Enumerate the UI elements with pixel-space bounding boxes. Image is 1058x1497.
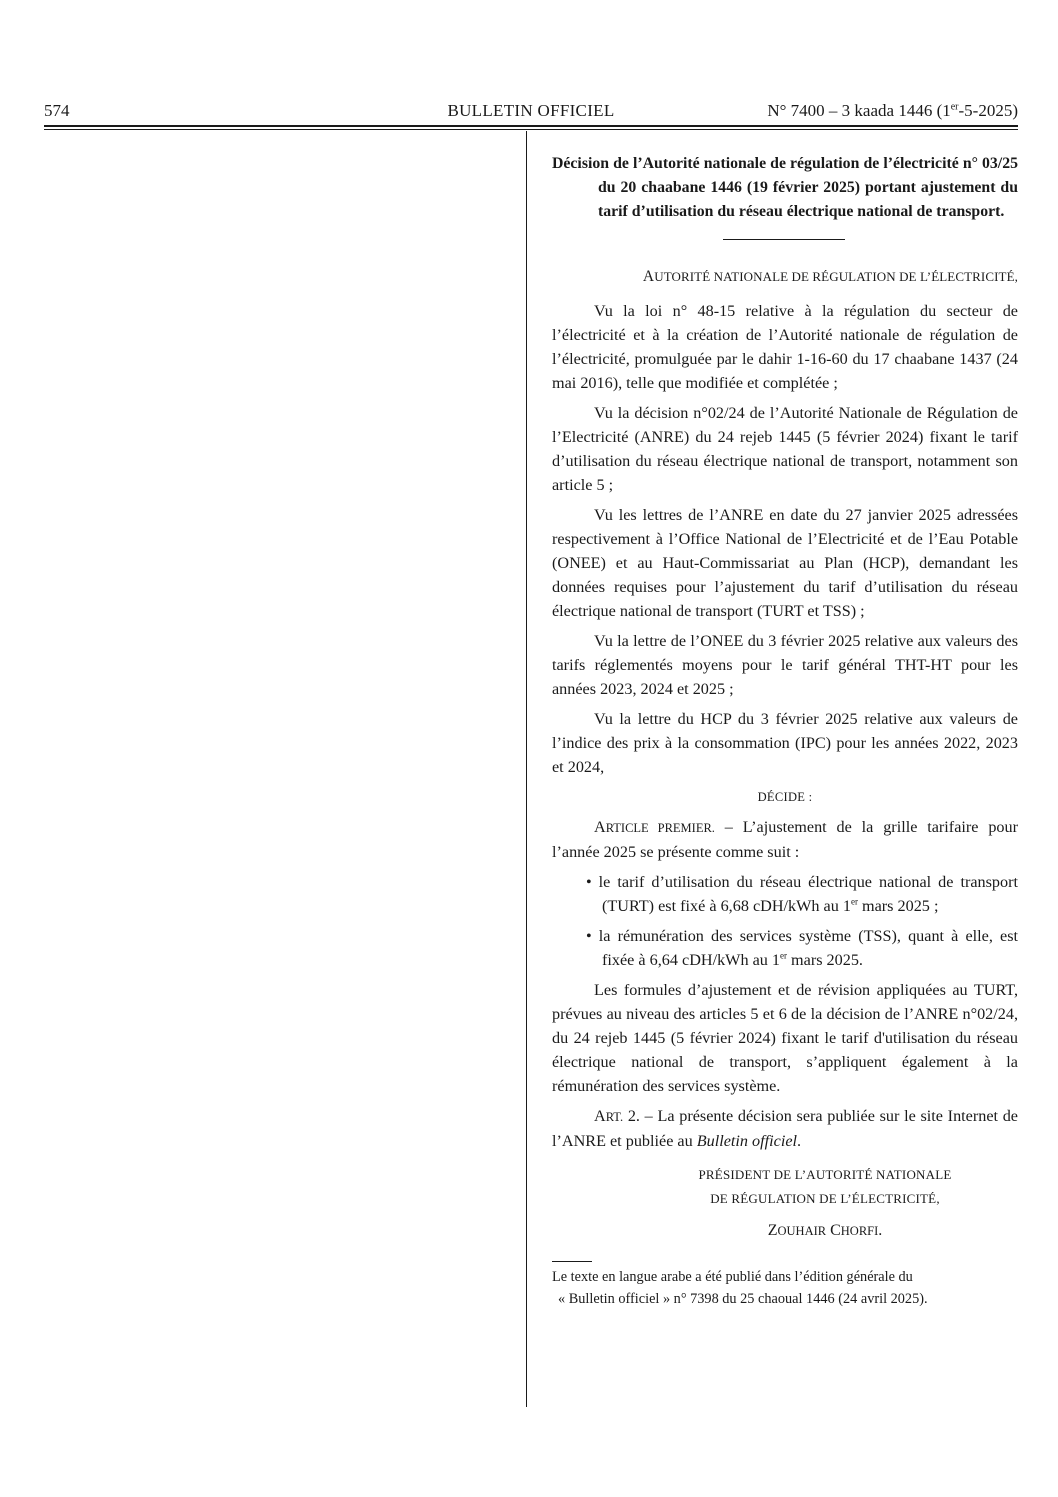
consideration: Vu la lettre de l’ONEE du 3 février 2025 relative aux valeurs des tarifs réglementés moyens pour le tarif général THT-HT pour les années 2023, 2024 et 2025 ; [552,632,1018,698]
signature-title: PRÉSIDENT DE L’AUTORITÉ NATIONALE DE RÉGULATION DE L’ÉLECTRICITÉ, [698,1167,952,1206]
right-column [552,152,1018,1310]
header-rule-thick [44,125,1018,127]
page-number: 574 [44,101,70,120]
publication-title: BULLETIN OFFICIEL [447,101,615,120]
consideration: Vu la loi n° 48-15 relative à la régulation du secteur de l’électricité et à la création de l’Autorité nationale de régulation de l’électricité, promulguée par le dahir 1-16-60 du 17 chaabane 1437 (24 mai 2016), telle que modifiée et complétée ; [552,302,1018,392]
signer-name: ZOUHAIR CHORFI. [767,1222,883,1239]
consideration: Vu la lettre du HCP du 3 février 2025 relative aux valeurs de l’indice des prix à la consommation (IPC) pour les années 2022, 2023 et 2024, [552,710,1018,776]
article-2: ART. 2. – La présente décision sera publiée sur le site Internet de l’ANRE et publiée au Bulletin officiel. [552,1107,1018,1150]
issue-info: N° 7400 – 3 kaada 1446 (1er-5-2025) [767,101,1018,120]
page-header [44,101,1018,123]
column-divider [526,131,527,1407]
bullet-turt: • le tarif d’utilisation du réseau électrique national de transport (TURT) est fixé à 6,68 cDH/kWh au 1er mars 2025 ; [586,873,1018,915]
consideration: Vu les lettres de l’ANRE en date du 27 janvier 2025 adressées respectivement à l’Office National de l’Electricité et de l’Eau Potable (ONEE) et au Haut-Commissariat au Plan (HCP), demandant les données requises pour l’ajustement du tarif d’utilisation du réseau électrique national de transport (TURT et TSS) ; [552,506,1018,620]
authority-heading: AUTORITÉ NATIONALE DE RÉGULATION DE L’ÉLECTRICITÉ, [642,268,1018,285]
footnote: Le texte en langue arabe a été publié dans l’édition générale du « Bulletin officiel » n° 7398 du 25 chaoual 1446 (24 avril 2025). [552,1269,928,1307]
article-1: ARTICLE PREMIER. – L’ajustement de la grille tarifaire pour l’année 2025 se présente comme suit : [552,818,1018,861]
bullet-tss: • la rémunération des services système (TSS), quant à elle, est fixée à 6,64 cDH/kWh au 1er mars 2025. [586,927,1018,969]
consideration: Vu la décision n°02/24 de l’Autorité Nationale de Régulation de l’Electricité (ANRE) du 24 rejeb 1445 (5 février 2024) fixant le tarif d’utilisation du réseau électrique national de transport, notamment son article 5 ; [552,404,1018,494]
decide-heading: DÉCIDE : [757,790,813,804]
decision-title: Décision de l’Autorité nationale de régulation de l’électricité n° 03/25 du 20 chaabane 1446 (19 février 2025) portant ajustement du tarif d’utilisation du réseau électrique national de transport. [552,155,1018,220]
header-rule-thin [44,129,1018,130]
footnote-rule [552,1261,592,1262]
title-rule [723,239,845,240]
formulas-paragraph: Les formules d’ajustement et de révision appliquées au TURT, prévues au niveau des articles 5 et 6 de la décision de l’ANRE n°02/24, du 24 rejeb 1445 (5 février 2024) fixant le tarif d'utilisation du réseau électrique national de transport, s’appliquent également à la rémunération des services système. [552,981,1018,1095]
